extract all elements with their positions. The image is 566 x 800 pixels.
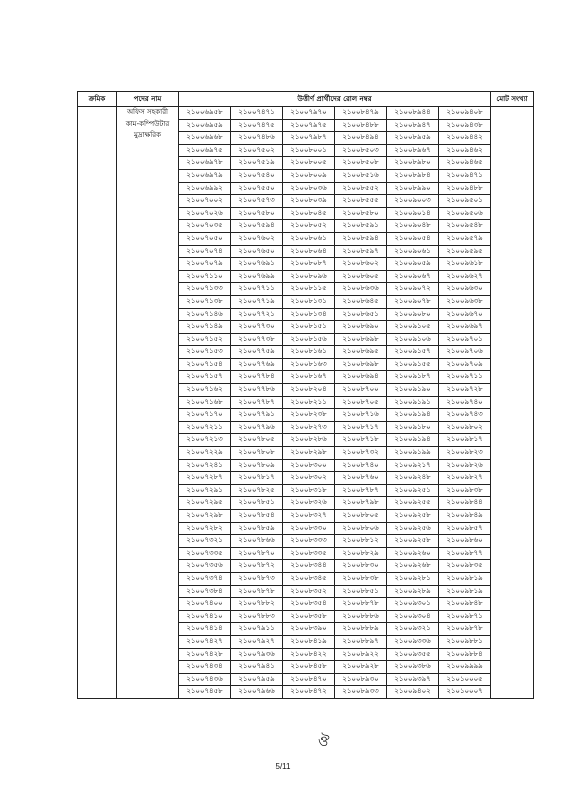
roll-number-cell: ২১০০৬৯৬৮ [179, 132, 231, 145]
roll-number-cell: ২১০০৮৮৮৬ [335, 610, 387, 623]
roll-number-cell: ২১০০৯০৭৮ [387, 295, 439, 308]
roll-number-cell: ২১০০৮১৬১ [283, 346, 335, 359]
roll-number-cell: ২১০০৮০৪৫ [283, 207, 335, 220]
roll-number-cell: ২১০০৭৮৭০ [231, 547, 283, 560]
roll-number-cell: ২১০০৭৭৯৬ [231, 421, 283, 434]
roll-number-cell: ২১০০৮৯৬৭ [387, 144, 439, 157]
header-row [78, 92, 534, 107]
roll-number-cell: ২১০০৯১৮০ [387, 421, 439, 434]
roll-number-cell: ২১০০৬৯৭৮ [179, 157, 231, 170]
roll-number-cell: ২১০০৯১০৫ [387, 321, 439, 334]
roll-number-cell: ২১০০৭১৩৩ [179, 283, 231, 296]
roll-number-cell: ২১০০৮২৩৮ [283, 409, 335, 422]
table-row [78, 107, 534, 120]
roll-number-cell: ২১০০৮১৩১ [283, 295, 335, 308]
roll-number-cell: ২১০০৭২৯৮ [179, 510, 231, 523]
roll-number-cell: ২১০০৮২০৪ [283, 384, 335, 397]
roll-number-cell: ২১০০৯৬১৮ [439, 258, 491, 271]
roll-number-cell: ২১০০৭৬৫০ [231, 245, 283, 258]
roll-number-cell: ২১০০৯৮৮১ [439, 635, 491, 648]
roll-number-cell: ২১০০৮৯৩০ [335, 673, 387, 686]
roll-number-cell: ২১০০৯৮৭৮ [439, 623, 491, 636]
roll-number-cell: ২১০০৮৩২৭ [283, 510, 335, 523]
roll-number-cell: ২১০০৭১৪৯ [179, 321, 231, 334]
roll-number-cell: ২১০০৮৫৮০ [335, 207, 387, 220]
roll-number-cell: ২১০০৯১০৬ [387, 333, 439, 346]
roll-number-cell: ২১০০৮০০৯ [283, 169, 335, 182]
roll-number-cell: ২১০০৮৪৯৪ [335, 132, 387, 145]
table-body [78, 107, 534, 699]
roll-number-cell: ২১০০৭৪৭৫ [231, 119, 283, 132]
roll-number-cell: ২১০০৯৭২৮ [439, 384, 491, 397]
roll-number-cell: ২১০০৮৩৩৫ [283, 547, 335, 560]
roll-number-cell: ২১০০৮৪৭৯ [335, 107, 387, 120]
roll-number-cell: ২১০০৯০৬৭ [387, 270, 439, 283]
roll-number-cell: ২১০০৭৪১০ [179, 610, 231, 623]
roll-number-cell: ২১০০৮৮৫১ [335, 585, 387, 598]
roll-number-cell: ২১০০৮৫৫৫ [335, 195, 387, 208]
roll-number-cell: ২১০০৭০৩৫ [179, 220, 231, 233]
roll-number-cell: ২১০০৮৩০০ [283, 459, 335, 472]
roll-number-cell: ২১০০৭৩২১ [179, 535, 231, 548]
roll-number-cell: ২১০০৭৯৬৬ [231, 686, 283, 699]
roll-number-cell: ২১০০৮৮৯৭ [335, 635, 387, 648]
roll-number-cell: ২১০০৯৪০২ [387, 686, 439, 699]
roll-number-cell: ২১০০৮৭৩২ [335, 447, 387, 460]
roll-number-cell: ২১০০৮৩৯০ [283, 623, 335, 636]
roll-number-cell: ২১০০৮৩১৮ [283, 484, 335, 497]
header-total: মোট সংখ্যা [491, 92, 534, 107]
roll-number-cell: ২১০০৯৩৩৬ [387, 635, 439, 648]
roll-number-cell: ২১০০৮৮৭৮ [335, 598, 387, 611]
roll-number-cell: ২১০০৯৭৪৩ [439, 409, 491, 422]
roll-number-cell: ২১০০৭৮৫৯ [231, 522, 283, 535]
roll-number-cell: ২১০০৮৭৮৭ [335, 484, 387, 497]
roll-number-cell: ২১০০৯১৯৯ [387, 447, 439, 460]
roll-number-cell: ২১০০৯৮৭৭ [439, 547, 491, 560]
roll-number-cell: ২১০০৮৯৮৪ [387, 169, 439, 182]
roll-number-cell: ২১০০৭০৭৯ [179, 258, 231, 271]
roll-number-cell: ২১০০৯৩০১ [387, 598, 439, 611]
roll-number-cell: ২১০০৯৭০১ [439, 333, 491, 346]
roll-number-cell: ২১০০৯২৫৬ [387, 522, 439, 535]
roll-number-cell: ২১০০৮১৫৬ [283, 333, 335, 346]
roll-number-cell: ২১০০৯৮০২ [439, 421, 491, 434]
roll-number-cell: ২১০০৭৮৭২ [231, 560, 283, 573]
roll-number-cell: ২১০০৯৮৫৭ [439, 522, 491, 535]
roll-number-cell: ২১০০৮৪৭২ [283, 686, 335, 699]
roll-number-cell: ২১০০৮৯৫৯ [387, 132, 439, 145]
roll-number-cell: ২১০০৭১৩৮ [179, 295, 231, 308]
roll-number-cell: ২১০০৯১৮৭ [387, 371, 439, 384]
roll-number-cell: ২১০০৮৯৯০ [387, 182, 439, 195]
roll-number-cell: ২১০০৯৮২৬ [439, 459, 491, 472]
roll-number-cell: ২১০০৭৭৫৯ [231, 346, 283, 359]
roll-number-cell: ২১০০৮৯২৮ [335, 661, 387, 674]
roll-number-cell: ২১০০৯০৫৯ [387, 258, 439, 271]
roll-number-cell: ২১০০৭৮৬৬ [231, 535, 283, 548]
roll-number-cell: ২১০০৯১৯৪ [387, 409, 439, 422]
roll-number-cell: ২১০০৭৪২৮ [179, 648, 231, 661]
roll-number-cell: ২১০০৮৫৯৭ [335, 245, 387, 258]
roll-number-cell: ২১০০৮৬০২ [335, 258, 387, 271]
roll-number-cell: ২১০০৮৬৯৫ [335, 346, 387, 359]
roll-number-cell: ২১০০৮৬৫১ [335, 308, 387, 321]
roll-number-cell: ২১০০৯৫০৬ [439, 207, 491, 220]
roll-number-cell: ২১০০৭৮১৭ [231, 472, 283, 485]
roll-number-cell: ২১০০৭৯১১ [231, 623, 283, 636]
roll-number-cell: ২১০০৭৫৯৪ [231, 220, 283, 233]
roll-number-cell: ২১০০৯৬৩০ [439, 283, 491, 296]
results-table [77, 91, 534, 699]
roll-number-cell: ২১০০৯০৪৮ [387, 220, 439, 233]
roll-number-cell: ২১০০৯৪৬২ [439, 144, 491, 157]
roll-number-cell: ২১০০৭৭৮৬ [231, 384, 283, 397]
page-number: 5/11 [275, 762, 291, 771]
roll-number-cell: ২১০০৯০১৪ [387, 207, 439, 220]
roll-number-cell: ২১০০৮৩২৬ [283, 497, 335, 510]
roll-number-cell: ২১০০৯৭৪০ [439, 396, 491, 409]
roll-number-cell: ২১০০৯২১৭ [387, 459, 439, 472]
roll-number-cell: ২১০০৯৮৩৮ [439, 484, 491, 497]
roll-number-cell: ২১০০৯০০৩ [387, 195, 439, 208]
roll-number-cell: ২১০০৮৫০৮ [335, 157, 387, 170]
roll-number-cell: ২১০০৭২১১ [179, 421, 231, 434]
roll-number-cell: ২১০০৭৪৫৮ [179, 686, 231, 699]
roll-number-cell: ২১০০৮০৩৬ [283, 182, 335, 195]
roll-number-cell: ২১০০৯২৪৮ [387, 472, 439, 485]
roll-number-cell: ২১০০৭৯৫৯ [231, 673, 283, 686]
roll-number-cell: ২১০০৭১৬৮ [179, 396, 231, 409]
roll-number-cell: ২১০০৯৬৯৭ [439, 321, 491, 334]
roll-number-cell: ২১০০৮২৮৬ [283, 434, 335, 447]
roll-number-cell: ২১০০৯১৫৭ [387, 346, 439, 359]
roll-number-cell: ২১০০৮৪৭০ [283, 673, 335, 686]
roll-number-cell: ২১০০৯০৫৪ [387, 232, 439, 245]
roll-number-cell: ২১০০৭৭৩০ [231, 321, 283, 334]
roll-number-cell: ২১০০৭৫৪০ [231, 169, 283, 182]
roll-number-cell: ২১০০৯৫৯৫ [439, 245, 491, 258]
roll-number-cell: ২১০০৭২৮৭ [179, 472, 231, 485]
header-post: পদের নাম [117, 92, 179, 107]
roll-number-cell: ২১০০৭৪০০ [179, 598, 231, 611]
roll-number-cell: ২১০০৬৯৭৫ [179, 144, 231, 157]
roll-number-cell: ২১০০৮১৩৪ [283, 308, 335, 321]
roll-number-cell: ২১০০৭৭১৯ [231, 295, 283, 308]
roll-number-cell: ২১০০৯১৯১ [387, 396, 439, 409]
roll-number-cell: ২১০০৭১৫৪ [179, 358, 231, 371]
roll-number-cell: ২১০০৮৫৯১ [335, 220, 387, 233]
roll-number-cell: ২১০০৭৮৫৪ [231, 510, 283, 523]
roll-number-cell: ২১০০৯৫০১ [439, 195, 491, 208]
header-roll: উত্তীর্ণ প্রার্থীদের রোল নম্বর [179, 92, 491, 107]
roll-number-cell: ২১০০৮৩৩০ [283, 522, 335, 535]
roll-number-cell: ২১০০৭৭৮৪ [231, 371, 283, 384]
roll-number-cell: ২১০০৮১১৫ [283, 283, 335, 296]
roll-number-cell: ২১০০৭৭২১ [231, 308, 283, 321]
roll-number-cell: ২১০০৭৫৫০ [231, 182, 283, 195]
roll-number-cell: ২১০০৮৯৮০ [387, 157, 439, 170]
roll-number-cell: ২১০১০০০৫ [439, 673, 491, 686]
roll-number-cell: ২১০০৯৩০৪ [387, 610, 439, 623]
roll-number-cell: ২১০০৯৪৬৫ [439, 157, 491, 170]
roll-number-cell: ২১০০৯৪৮৮ [439, 182, 491, 195]
post-name-line: অফিস সহকারী [126, 108, 169, 116]
roll-number-cell: ২১০০৭৮৫১ [231, 497, 283, 510]
roll-number-cell: ২১০০৯৮২৩ [439, 447, 491, 460]
roll-number-cell: ২১০০৯৮৪৪ [439, 497, 491, 510]
roll-number-cell: ২১০০৭২১৩ [179, 434, 231, 447]
roll-number-cell: ২১০০৭৯২৭ [231, 635, 283, 648]
roll-number-cell: ২১০০৭৪৭১ [231, 107, 283, 120]
roll-number-cell: ২১০০৭৭১১ [231, 283, 283, 296]
post-name-line: কাম-কম্পিউটার [125, 119, 170, 128]
roll-number-cell: ২১০০৮৬৩৬ [335, 283, 387, 296]
roll-number-cell: ২১০০৭০০২ [179, 195, 231, 208]
roll-number-cell: ২১০০৬৯৫৯ [179, 119, 231, 132]
roll-number-cell: ২১০০৭৭৯১ [231, 409, 283, 422]
roll-number-cell: ২১০০৮৭১৬ [335, 409, 387, 422]
roll-number-cell: ২১০০৮৮১২ [335, 535, 387, 548]
roll-number-cell: ২১০০৭৪৩৬ [179, 673, 231, 686]
roll-number-cell: ২১০০৭৯৪১ [231, 661, 283, 674]
roll-number-cell: ২১০০৭৯৩৬ [231, 648, 283, 661]
roll-number-cell: ২১০০৮৭৬০ [335, 472, 387, 485]
roll-number-cell: ২১০০৯২৮১ [387, 572, 439, 585]
roll-number-cell: ২১০০৭২৮২ [179, 522, 231, 535]
roll-number-cell: ২১০০৯২৫১ [387, 484, 439, 497]
roll-number-cell: ২১০০৯২৫৮ [387, 535, 439, 548]
roll-number-cell: ২১০০৭৮৭৩ [231, 572, 283, 585]
header-serial: ক্রমিক [78, 92, 117, 107]
roll-number-cell: ২১০০৮০০৫ [283, 157, 335, 170]
roll-number-cell: ২১০০৮৫৯৪ [335, 232, 387, 245]
roll-number-cell: ২১০০৭১৭০ [179, 409, 231, 422]
roll-number-cell: ২১০০৮৭১৮ [335, 434, 387, 447]
roll-number-cell: ২১০০৮০৯৬ [283, 270, 335, 283]
roll-number-cell: ২১০০৯৮১৯ [439, 572, 491, 585]
roll-number-cell: ২১০০৭৩৮৪ [179, 585, 231, 598]
roll-number-cell: ২১০০৮৩৪৪ [283, 560, 335, 573]
roll-number-cell: ২১০০৮৩৩৩ [283, 535, 335, 548]
roll-number-cell: ২১০০৮০০১ [283, 144, 335, 157]
roll-number-cell: ২১০০৭৫৮০ [231, 207, 283, 220]
roll-number-cell: ২১০০৭৮২৫ [231, 484, 283, 497]
roll-number-cell: ২১০০৭৮০৮ [231, 447, 283, 460]
roll-number-cell: ২১০০৭৮০৫ [231, 434, 283, 447]
roll-number-cell: ২১০০৮১৫১ [283, 321, 335, 334]
roll-number-cell: ২১০০৮৬৯৮ [335, 333, 387, 346]
roll-number-cell: ২১০০৯৭১১ [439, 371, 491, 384]
roll-number-cell: ২১০০৭২২৯ [179, 447, 231, 460]
roll-number-cell: ২১০০৮৮০৫ [335, 510, 387, 523]
roll-number-cell: ২১০০৭৫১৯ [231, 157, 283, 170]
roll-number-cell: ২১০০৭১৫২ [179, 333, 231, 346]
roll-number-cell: ২১০০৮৯৪৭ [387, 119, 439, 132]
roll-number-cell: ২১০০৭১৬২ [179, 384, 231, 397]
roll-number-cell: ২১০০৯৭০৬ [439, 346, 491, 359]
roll-number-cell: ২১০১০০০৭ [439, 686, 491, 699]
roll-number-cell: ২১০০৮৪২২ [283, 648, 335, 661]
roll-number-cell: ২১০০৭৩৭৪ [179, 572, 231, 585]
roll-number-cell: ২১০০৯৫৭৯ [439, 232, 491, 245]
roll-number-cell: ২১০০৭০৫০ [179, 232, 231, 245]
roll-number-cell: ২১০০৯৫৪৮ [439, 220, 491, 233]
roll-number-cell: ২১০০৯৬২৭ [439, 270, 491, 283]
roll-number-cell: ২১০০৮৯৪৪ [387, 107, 439, 120]
roll-number-cell: ২১০০৯৮১৯ [439, 585, 491, 598]
roll-number-cell: ২১০০৯৪৭১ [439, 169, 491, 182]
roll-number-cell: ২১০০৭৩৩৫ [179, 547, 231, 560]
roll-number-cell: ২১০০৮১৬৩ [283, 358, 335, 371]
roll-number-cell: ২১০০৭১৫৭ [179, 371, 231, 384]
roll-number-cell: ২১০০৮৩০২ [283, 472, 335, 485]
roll-number-cell: ২১০০৯৬৭০ [439, 308, 491, 321]
roll-number-cell: ২১০০৯৮৬০ [439, 535, 491, 548]
roll-number-cell: ২১০০৯২৬০ [387, 547, 439, 560]
roll-number-cell: ২১০০৯১৫৫ [387, 358, 439, 371]
roll-number-cell: ২১০০৭২৯১ [179, 484, 231, 497]
roll-number-cell: ২১০০৯৩৮৬ [387, 661, 439, 674]
roll-number-cell: ২১০০৮৭০০ [335, 384, 387, 397]
roll-number-cell: ২১০০৭৯৭০ [283, 107, 335, 120]
roll-number-cell: ২১০০৮৮৩০ [335, 560, 387, 573]
roll-number-cell: ২১০০৮৮২৯ [335, 547, 387, 560]
roll-number-cell: ২১০০৭৩৫৬ [179, 560, 231, 573]
roll-number-cell: ২১০০৮৩৫৪ [283, 598, 335, 611]
roll-number-cell: ২১০০৮৭৪০ [335, 459, 387, 472]
roll-number-cell: ২১০০৭০৭৪ [179, 245, 231, 258]
roll-number-cell: ২১০০৯০৮০ [387, 308, 439, 321]
roll-number-cell: ২১০০৯৮১৭ [439, 434, 491, 447]
roll-number-cell: ২১০০৮০৫২ [283, 220, 335, 233]
roll-number-cell: ২১০০৮৫১৬ [335, 169, 387, 182]
roll-number-cell: ২১০০৮৩৫২ [283, 585, 335, 598]
post-name-line: মুদ্রাক্ষরিক [134, 131, 161, 140]
roll-number-cell: ২১০০৮৬৯৮ [335, 358, 387, 371]
roll-number-cell: ২১০০৭২৯৫ [179, 497, 231, 510]
roll-number-cell: ২১০০৯১৯০ [387, 384, 439, 397]
roll-number-cell: ২১০০৮৯২২ [335, 648, 387, 661]
roll-number-cell: ২১০০৭৮৮৩ [231, 610, 283, 623]
post-name-cell [117, 107, 179, 699]
roll-number-cell: ২১০০৭৪৮৬ [231, 132, 283, 145]
roll-number-cell: ২১০০৮৭৯৮ [335, 497, 387, 510]
roll-number-cell: ২১০০৮৮০৬ [335, 522, 387, 535]
roll-number-cell: ২১০০৯০৬১ [387, 245, 439, 258]
roll-number-cell: ২১০০৭৪১৪ [179, 623, 231, 636]
roll-number-cell: ২১০০৭১৫৩ [179, 346, 231, 359]
serial-cell [78, 107, 117, 699]
roll-number-cell: ২১০০৯২৮৯ [387, 585, 439, 598]
roll-number-cell: ২১০০৮৯৩৩ [335, 686, 387, 699]
roll-number-cell: ২১০০৬৯৫৮ [179, 107, 231, 120]
roll-number-cell: ২১০০৭১১০ [179, 270, 231, 283]
roll-number-cell: ২১০০৮৪৫৮ [283, 661, 335, 674]
roll-number-cell: ২১০০৭৭৩৮ [231, 333, 283, 346]
roll-number-cell: ২১০০৯৪০৮ [439, 107, 491, 120]
roll-number-cell: ২১০০৮৭০৫ [335, 396, 387, 409]
roll-number-cell: ২১০০৯২৬৮ [387, 560, 439, 573]
roll-number-cell: ২১০০৭৭৮৭ [231, 396, 283, 409]
roll-number-cell: ২১০০৭৭৬৯ [231, 358, 283, 371]
roll-number-cell: ২১০০৯৮২৭ [439, 472, 491, 485]
roll-number-cell: ২১০০৯১৯৪ [387, 434, 439, 447]
roll-number-cell: ২১০০৮০৬৪ [283, 245, 335, 258]
roll-number-cell: ২১০০৭৮৮২ [231, 598, 283, 611]
roll-number-cell: ২১০০৯৭০৯ [439, 358, 491, 371]
roll-number-cell: ২১০০৭৬৯১ [231, 258, 283, 271]
roll-number-cell: ২১০০৮৮৩৮ [335, 572, 387, 585]
roll-number-cell: ২১০০৯৪৩৮ [439, 119, 491, 132]
roll-number-cell: ২১০০৮২১১ [283, 396, 335, 409]
roll-number-cell: ২১০০৭৪২৭ [179, 635, 231, 648]
roll-number-cell: ২১০০৭৯৭৫ [283, 119, 335, 132]
roll-number-cell: ২১০০৭৯৮৭ [283, 132, 335, 145]
roll-number-cell: ২১০০৯৪৪২ [439, 132, 491, 145]
roll-number-cell: ২১০০৯৩৯৭ [387, 673, 439, 686]
roll-number-cell: ২১০০৭০২৬ [179, 207, 231, 220]
roll-number-cell: ২১০০৯৩৫৫ [387, 648, 439, 661]
roll-number-cell: ২১০০৮০৬১ [283, 232, 335, 245]
roll-number-cell: ২১০০৯৬৩৮ [439, 295, 491, 308]
roll-number-cell: ২১০০৯৮৩৫ [439, 560, 491, 573]
roll-number-cell: ২১০০৭৮৭৮ [231, 585, 283, 598]
roll-number-cell: ২১০০৮৫৫২ [335, 182, 387, 195]
roll-number-cell: ২১০০৯২৫৮ [387, 510, 439, 523]
roll-number-cell: ২১০০৯৯৯৯ [439, 661, 491, 674]
roll-number-cell: ২১০০৮৭১৭ [335, 421, 387, 434]
roll-number-cell: ২১০০৮৫০৩ [335, 144, 387, 157]
roll-number-cell: ২১০০৭৫০২ [231, 144, 283, 157]
roll-number-cell: ২১০০৮২৭৩ [283, 421, 335, 434]
roll-number-cell: ২১০০৯৮৮৪ [439, 648, 491, 661]
roll-number-cell: ২১০০৭৮০৯ [231, 459, 283, 472]
roll-number-cell: ২১০০৮৬৪৫ [335, 295, 387, 308]
roll-number-cell: ২১০০৯৮৭১ [439, 610, 491, 623]
roll-number-cell: ২১০০৮০৩৯ [283, 195, 335, 208]
roll-number-cell: ২১০০৭৪৩৪ [179, 661, 231, 674]
roll-number-cell: ২১০০৯০৭২ [387, 283, 439, 296]
roll-number-cell: ২১০০৮০৮৭ [283, 258, 335, 271]
total-cell [491, 107, 534, 699]
roll-number-cell: ২১০০৭৫৭৩ [231, 195, 283, 208]
roll-number-cell: ২১০০৮৪৮৮ [335, 119, 387, 132]
roll-number-cell: ২১০০৯৩২১ [387, 623, 439, 636]
roll-number-cell: ২১০০৮৪১৯ [283, 635, 335, 648]
roll-number-cell: ২১০০৮৬৯৪ [335, 371, 387, 384]
roll-number-cell: ২১০০৮২৯৮ [283, 447, 335, 460]
roll-number-cell: ২১০০৭৬০২ [231, 232, 283, 245]
roll-number-cell: ২১০০৮৮৮৯ [335, 623, 387, 636]
roll-number-cell: ২১০০৯৮৪৯ [439, 510, 491, 523]
roll-number-cell: ২১০০৯৮৪৮ [439, 598, 491, 611]
roll-number-cell: ২১০০৭৬৯৯ [231, 270, 283, 283]
roll-number-cell: ২১০০৭২৪১ [179, 459, 231, 472]
roll-number-cell: ২১০০৮৬০৫ [335, 270, 387, 283]
roll-number-cell: ২১০০৮৩৫৮ [283, 610, 335, 623]
roll-number-cell: ২১০০৬৯৭৯ [179, 169, 231, 182]
signature: ঔ [318, 734, 330, 750]
roll-number-cell: ২১০০৮৩৪৫ [283, 572, 335, 585]
roll-number-cell: ২১০০৯২৫৫ [387, 497, 439, 510]
roll-number-cell: ২১০০৮৬৯০ [335, 321, 387, 334]
roll-number-cell: ২১০০৮১৬৭ [283, 371, 335, 384]
roll-number-cell: ২১০০৭১৪৬ [179, 308, 231, 321]
roll-number-cell: ২১০০৬৯৯২ [179, 182, 231, 195]
